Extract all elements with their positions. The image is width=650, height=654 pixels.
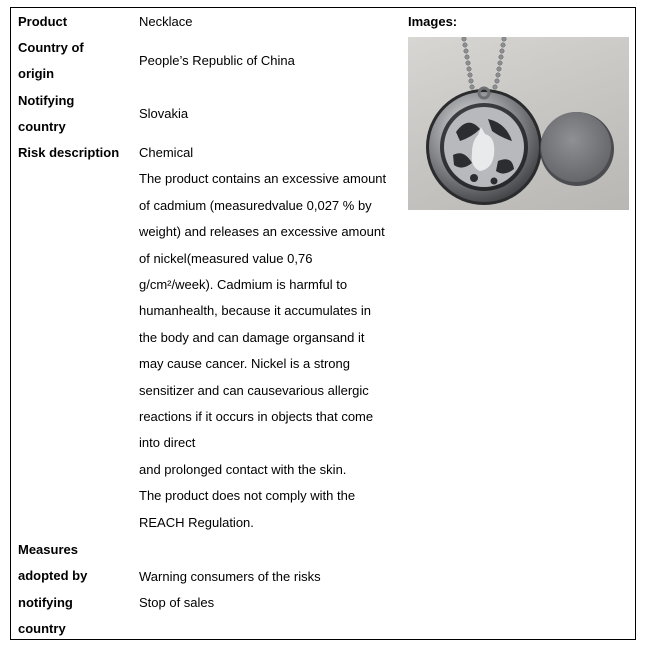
risk-line: weight) and releases an excessive amount bbox=[139, 224, 385, 239]
measure-item: Warning consumers of the risks bbox=[139, 569, 321, 584]
risk-line: the body and can damage organsand it bbox=[139, 330, 365, 345]
risk-line: reactions if it occurs in objects that come bbox=[139, 409, 374, 424]
label-notifying-country-2: country bbox=[18, 119, 66, 134]
value-country-of-origin: People’s Republic of China bbox=[139, 53, 295, 68]
risk-line: into direct bbox=[139, 435, 196, 450]
value-product: Necklace bbox=[139, 14, 193, 29]
risk-line: sensitizer and can causevarious allergic bbox=[139, 383, 369, 398]
value-risk-type: Chemical bbox=[139, 145, 194, 160]
necklace-locket-icon bbox=[408, 37, 629, 210]
measure-item: Stop of sales bbox=[139, 595, 215, 610]
risk-line: may cause cancer. Nickel is a strong bbox=[139, 356, 350, 371]
risk-line: REACH Regulation. bbox=[139, 515, 254, 530]
risk-line: The product contains an excessive amount bbox=[139, 171, 387, 186]
label-measures-4: country bbox=[18, 621, 66, 636]
risk-line: and prolonged contact with the skin. bbox=[139, 462, 347, 477]
risk-line: of cadmium (measuredvalue 0,027 % by bbox=[139, 198, 372, 213]
risk-line: humanhealth, because it accumulates in bbox=[139, 303, 371, 318]
risk-line: of nickel(measured value 0,76 bbox=[139, 251, 313, 266]
risk-line: g/cm²/week). Cadmium is harmful to bbox=[139, 277, 348, 292]
label-country-of-origin-2: origin bbox=[18, 66, 55, 81]
label-measures-1: Measures bbox=[18, 542, 78, 557]
label-product: Product bbox=[18, 14, 68, 29]
label-measures-2: adopted by bbox=[18, 568, 88, 583]
label-measures-3: notifying bbox=[18, 595, 73, 610]
label-images: Images: bbox=[408, 14, 458, 29]
label-country-of-origin-1: Country of bbox=[18, 40, 84, 55]
label-risk-description: Risk description bbox=[18, 145, 120, 160]
risk-line: The product does not comply with the bbox=[139, 488, 356, 503]
value-notifying-country: Slovakia bbox=[139, 106, 189, 121]
product-photo bbox=[408, 37, 629, 210]
label-notifying-country-1: Notifying bbox=[18, 93, 75, 108]
